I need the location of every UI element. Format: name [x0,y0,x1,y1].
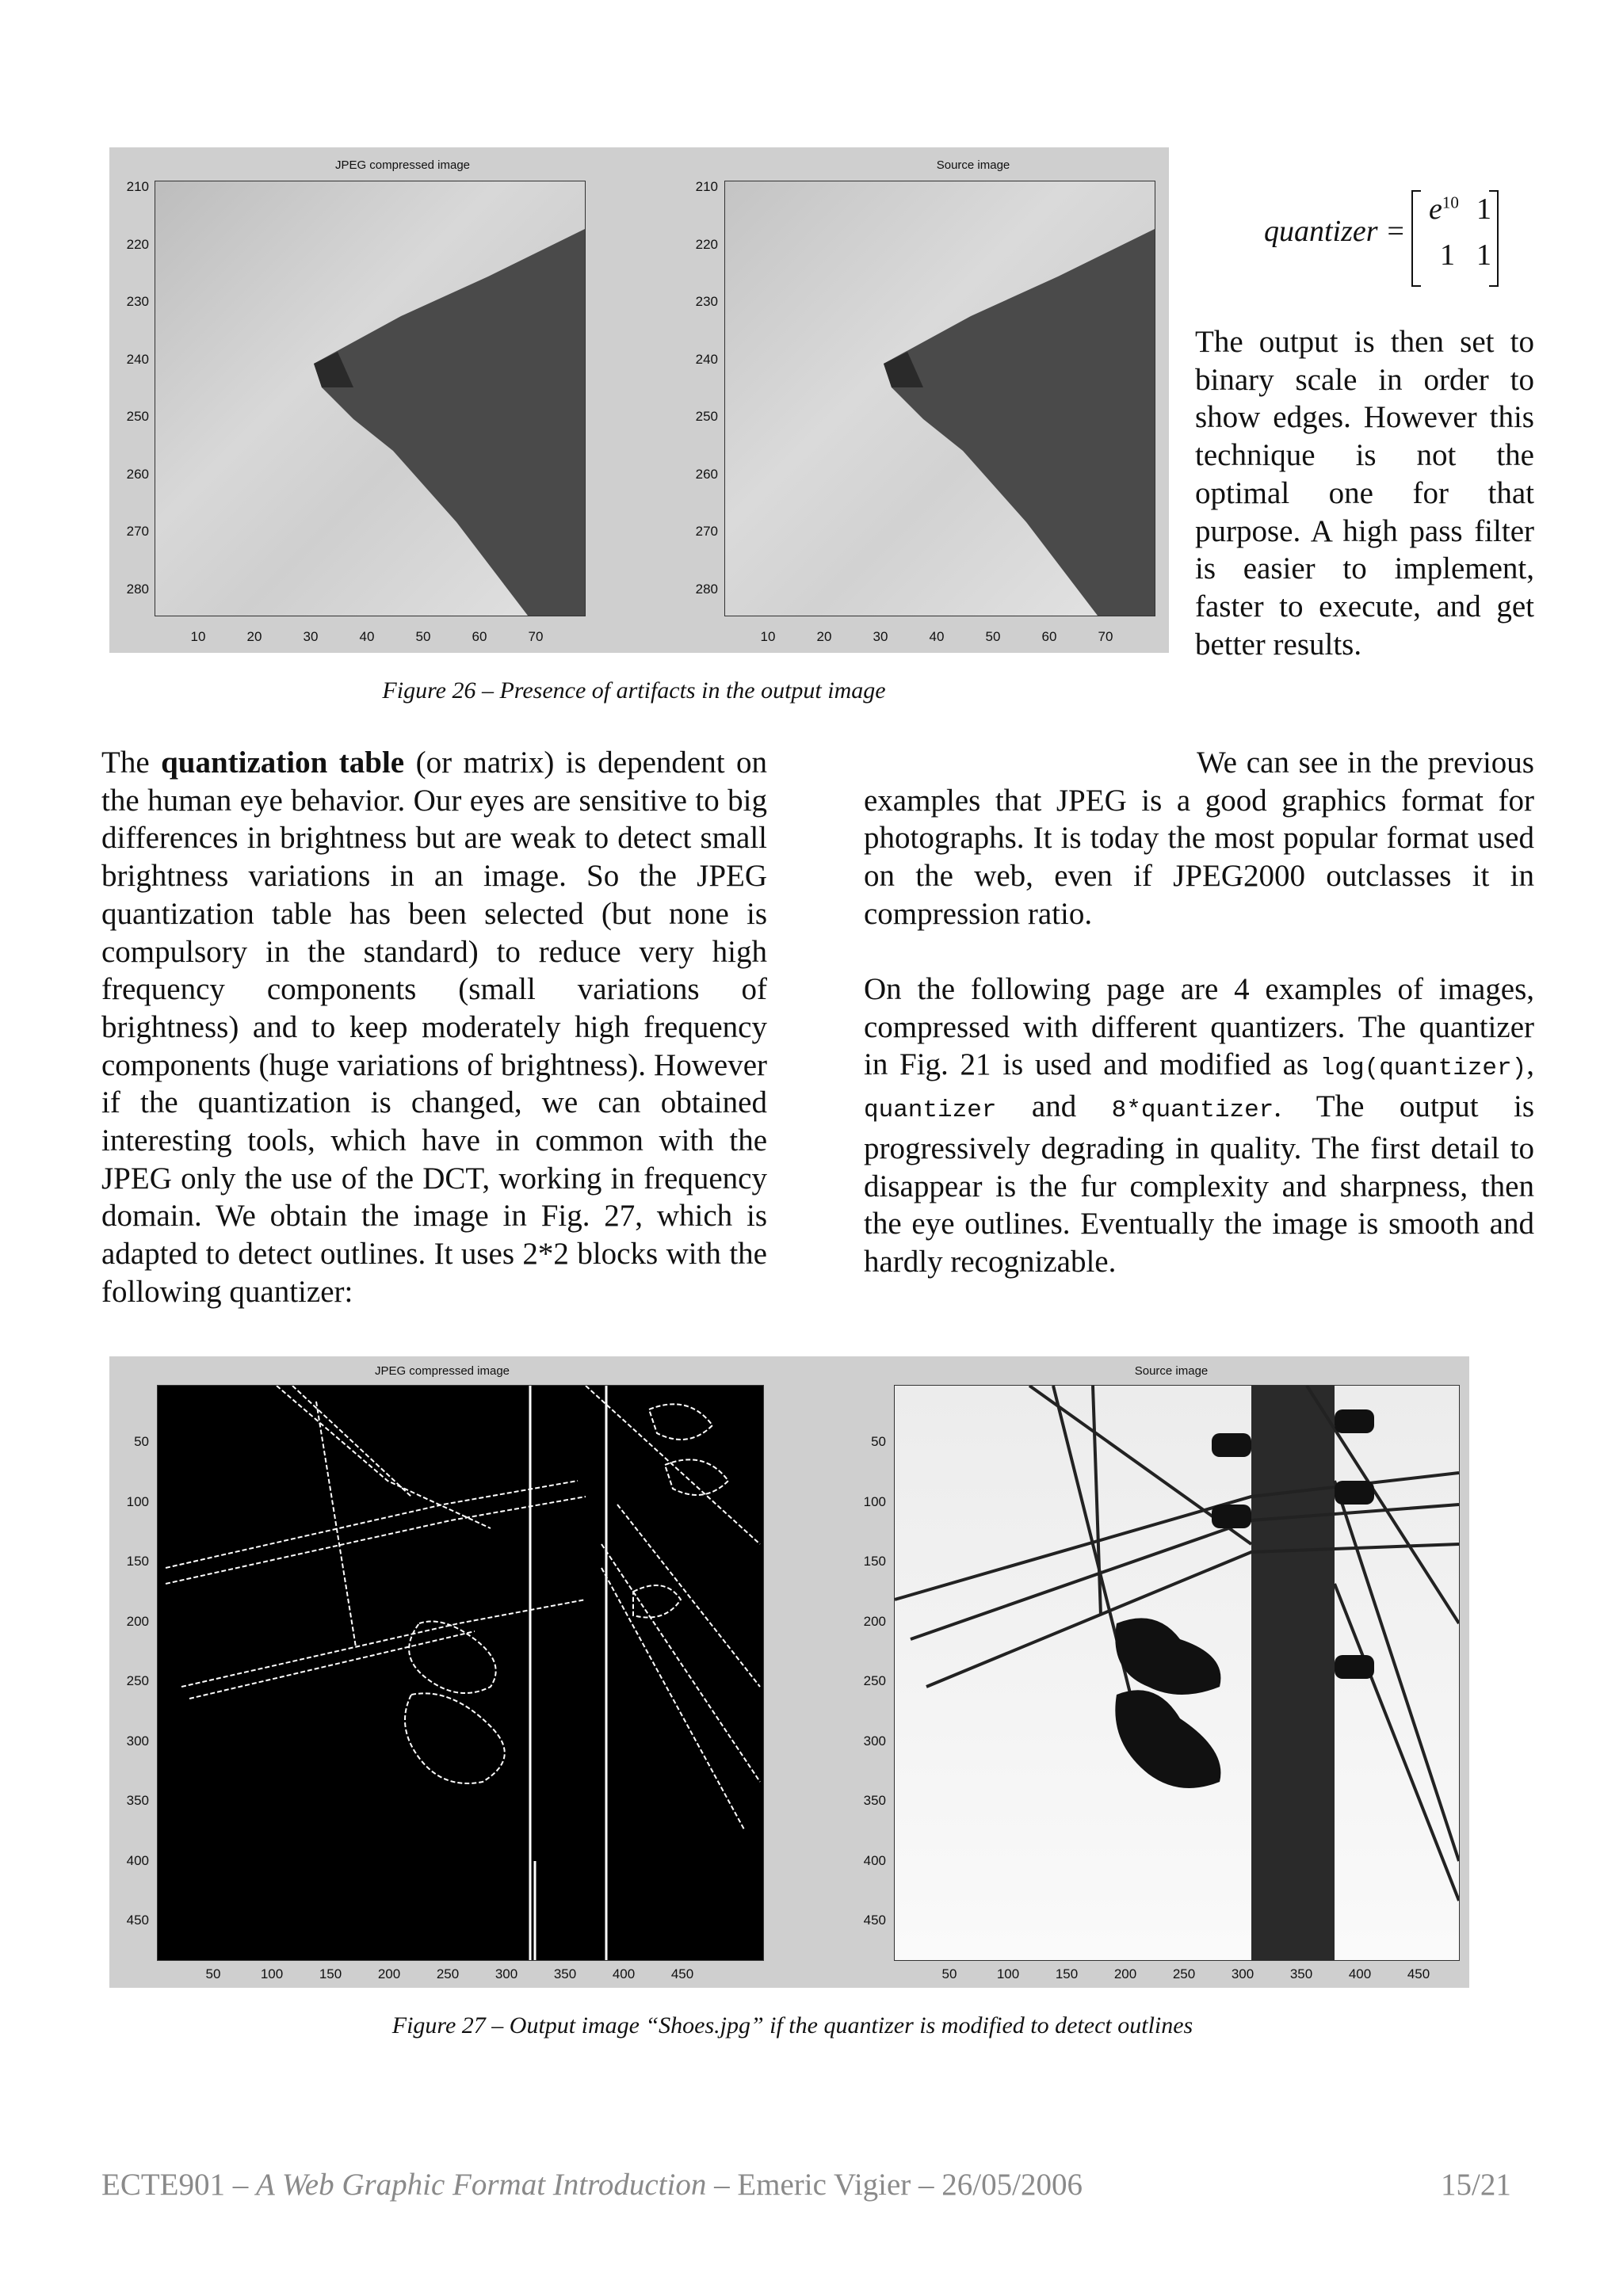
tick-label: 200 [377,1966,401,1981]
right-paragraph-1: The output is then set to binary scale in order to show edges. However this technique is not the optimal one for that purpose. A high pass filter is easier to implement, faster to execute, and get better results. [1195,325,1534,662]
tick-label: 150 [863,1554,886,1569]
matrix-left-bracket [1411,190,1421,287]
tick-label: 250 [695,409,718,424]
tick-label: 50 [871,1434,886,1449]
tick-label: 240 [695,351,718,367]
fig27-right-title: Source image [1134,1364,1209,1378]
tick-label: 100 [126,1493,149,1509]
tick-label: 300 [495,1966,518,1981]
tick-label: 200 [126,1613,149,1629]
fig26-jpeg-compressed-image [155,181,586,616]
footer-author-date: – Emeric Vigier – 26/05/2006 [706,2168,1083,2202]
tick-label: 100 [996,1966,1020,1981]
tick-label: 10 [190,629,206,644]
tick-label: 100 [260,1966,284,1981]
tick-label: 60 [1041,629,1057,644]
page-footer [101,2167,1083,2203]
tick-label: 50 [205,1966,221,1981]
figure-26-caption: Figure 26 – Presence of artifacts in the output image [382,677,886,704]
tick-label: 450 [1407,1966,1430,1981]
left-para-rest: (or matrix) is dependent on the human eye behavior. Our eyes are sensitive to big differences in brightness but are weak to detect small brightness variations in an image. So the JPEG quantization table has been selected (but none is compulsory in the standard) to reduce very high frequency components (small variations of brightness) and to keep moderately high frequency components (huge variations of brightness). However if the quantization is changed, we can obtained interesting tools, which have in common with the JPEG only the use of the DCT, working in frequency domain. We obtain the image in Fig. 27, which is adapted to detect outlines. It uses 2*2 blocks with the following quantizer: [101,746,768,1309]
tick-label: 10 [760,629,776,644]
tick-label: 250 [863,1673,886,1688]
tick-label: 260 [126,466,149,482]
tick-label: 30 [303,629,319,644]
tick-label: 240 [126,351,149,367]
tick-label: 270 [695,524,718,539]
code-8-quantizer: 8*quantizer [1111,1097,1274,1125]
right-column-paragraph-2: We can see in the previous examples that JPEG is a good graphics format for photographs. It is today the most popular format used on the web, even if JPEG2000 outclasses it in compression ratio. [864,746,1534,931]
tick-label: 350 [1289,1966,1313,1981]
fig26-right-title: Source image [936,158,1010,172]
fur-silhouette [155,181,585,616]
right-column-paragraph-3 [864,971,1534,1281]
equation-lhs: quantizer = [1264,215,1406,248]
matrix-cell-12: 1 [1476,193,1491,226]
fig27-jpeg-compressed-image [157,1385,764,1961]
tick-label: 40 [359,629,375,644]
fig26-source-image [724,181,1155,616]
tick-label: 70 [1098,629,1113,644]
tick-label: 280 [695,581,718,597]
matrix-cell-21: 1 [1440,238,1455,272]
fig27-edge-outlines [158,1386,763,1960]
figure-26 [109,147,1169,653]
tick-label: 70 [528,629,544,644]
figure-27 [109,1356,1469,1988]
fur-silhouette [725,181,1155,616]
tick-label: 200 [1113,1966,1137,1981]
tick-label: 40 [929,629,945,644]
tick-label: 210 [126,179,149,194]
tick-label: 350 [126,1793,149,1808]
tick-label: 450 [126,1913,149,1928]
tick-label: 220 [126,236,149,252]
footer-course: ECTE901 – [101,2168,256,2202]
tick-label: 400 [126,1852,149,1868]
para3-text-a: On the following page are 4 examples of images, compressed with different quantizers. The quantizer in Fig. 21 is used and modified as [864,972,1534,1082]
tick-label: 100 [863,1493,886,1509]
tick-label: 250 [126,1673,149,1688]
footer-title: A Web Graphic Format Introduction [255,2168,707,2202]
matrix-cell-11-base: e [1429,193,1442,226]
tick-label: 50 [985,629,1001,644]
tick-label: 250 [126,409,149,424]
matrix-cell-11-exp: 10 [1442,193,1459,212]
fig27-left-title: JPEG compressed image [374,1364,510,1378]
tick-label: 60 [472,629,487,644]
tick-label: 20 [816,629,832,644]
figure-27-caption: Figure 27 – Output image “Shoes.jpg” if the quantizer is modified to detect outlines [391,2012,1193,2039]
fig26-left-title: JPEG compressed image [334,158,471,172]
tick-label: 150 [1055,1966,1079,1981]
tick-label: 300 [1231,1966,1254,1981]
tick-label: 250 [436,1966,460,1981]
tick-label: 50 [134,1434,149,1449]
page-number: 15/21 [1441,2168,1511,2202]
left-para-bold-term: quantization table [161,746,405,780]
quantizer-equation [1264,190,1502,289]
code-quantizer: quantizer [864,1097,997,1125]
tick-label: 350 [863,1793,886,1808]
matrix-cell-22: 1 [1476,238,1491,272]
tick-label: 300 [126,1733,149,1749]
left-column-paragraph [101,744,767,1311]
matrix-cell-11 [1429,192,1459,227]
tick-label: 270 [126,524,149,539]
tick-label: 350 [553,1966,577,1981]
tick-label: 400 [612,1966,636,1981]
tick-label: 250 [1172,1966,1196,1981]
tick-label: 450 [670,1966,694,1981]
tick-label: 280 [126,581,149,597]
tick-label: 400 [1348,1966,1372,1981]
matrix [1411,190,1499,284]
tick-label: 150 [126,1554,149,1569]
left-para-lead: The [101,746,162,780]
para3-sep2: and [996,1089,1112,1124]
tick-label: 450 [863,1913,886,1928]
tick-label: 260 [695,466,718,482]
tick-label: 220 [695,236,718,252]
code-log-quantizer: log(quantizer) [1319,1055,1527,1083]
tick-label: 210 [695,179,718,194]
fig27-source-image [894,1385,1460,1961]
tick-label: 200 [863,1613,886,1629]
tick-label: 230 [126,294,149,309]
tick-label: 150 [319,1966,342,1981]
tick-label: 20 [246,629,262,644]
para3-sep1: , [1526,1047,1534,1082]
para3-text-b: . The output is progressively degrading in quality. The first detail to disappear is the fur complexity and sharpness, then the eye outlines. Eventually the image is smooth and hardly recognizable. [864,1089,1534,1279]
tick-label: 300 [863,1733,886,1749]
tick-label: 50 [941,1966,957,1981]
tick-label: 50 [415,629,431,644]
tick-label: 400 [863,1852,886,1868]
fig27-source-photo [895,1386,1459,1960]
tick-label: 230 [695,294,718,309]
tick-label: 30 [873,629,888,644]
